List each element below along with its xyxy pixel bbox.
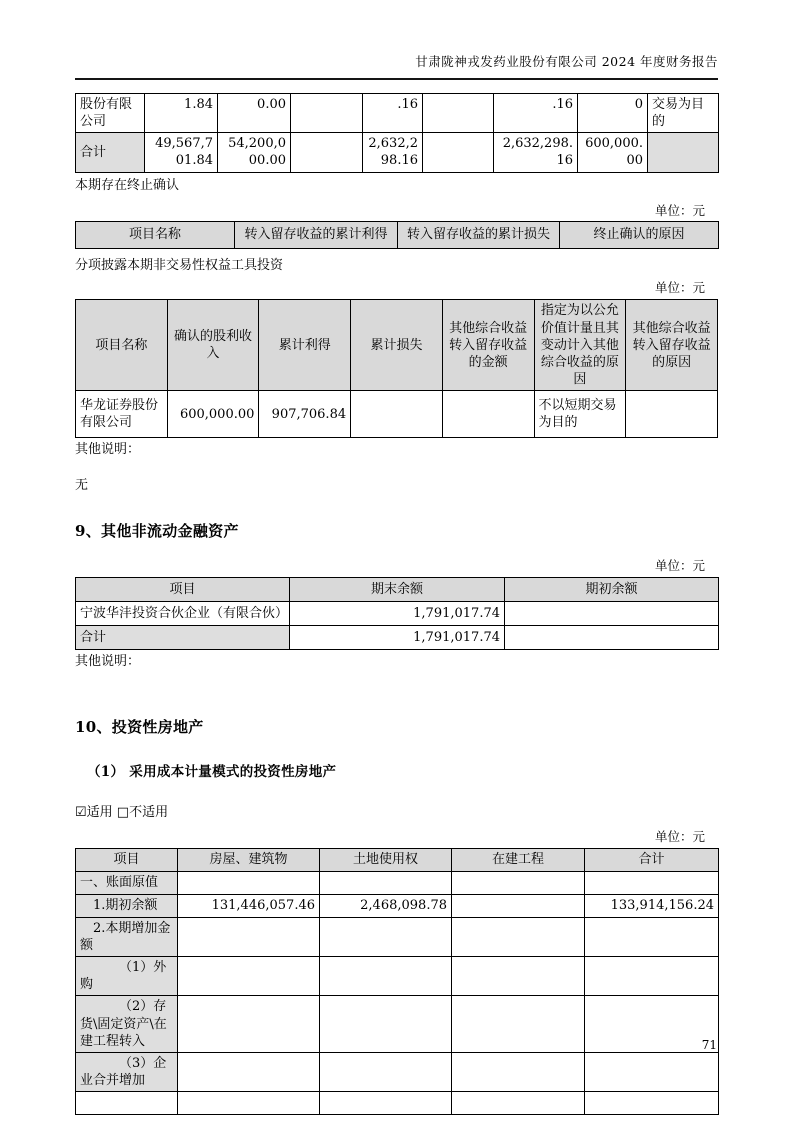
carryover-table <box>75 93 719 173</box>
table-cell <box>585 1092 719 1115</box>
table-cell: 1.84 <box>145 94 218 133</box>
not-applicable-checkbox-unchecked: □不适用 <box>116 804 169 820</box>
row-label: 2.本期增加金额 <box>76 917 178 956</box>
table-cell: 2,632,298.16 <box>494 133 578 172</box>
column-header: 土地使用权 <box>320 848 452 871</box>
column-header: 期末余额 <box>290 577 505 601</box>
table-cell: 131,446,057.46 <box>178 894 320 917</box>
table-cell <box>320 1092 452 1115</box>
table-cell <box>320 917 452 956</box>
section-10-subtitle: （1） 采用成本计量模式的投资性房地产 <box>87 763 337 780</box>
column-header: 转入留存收益的累计损失 <box>398 221 560 248</box>
table-cell <box>291 133 363 172</box>
table-cell: 54,200,000.00 <box>218 133 291 172</box>
table-cell <box>648 133 719 172</box>
table-cell: 合计 <box>76 625 290 649</box>
other-note-value: 无 <box>75 478 89 494</box>
section9-table <box>75 577 719 650</box>
column-header: 房屋、建筑物 <box>178 848 320 871</box>
table-cell: 合计 <box>76 133 145 172</box>
table-row-total <box>76 133 719 172</box>
table-cell <box>505 625 719 649</box>
table-cell <box>505 601 719 625</box>
unit-label: 单位：元 <box>654 828 705 844</box>
column-header: 项目 <box>76 577 290 601</box>
table-cell: 907,706.84 <box>259 391 351 438</box>
table-cell <box>452 1052 585 1091</box>
table-cell: .16 <box>494 94 578 133</box>
table-header-row <box>76 577 719 601</box>
column-header: 终止确认的原因 <box>560 221 719 248</box>
table-cell <box>178 957 320 996</box>
column-header: 项目名称 <box>76 221 235 248</box>
table-cell: 2,632,298.16 <box>363 133 423 172</box>
section-9-title: 9、其他非流动金融资产 <box>75 521 239 540</box>
table-cell <box>320 996 452 1052</box>
table-row <box>76 94 719 133</box>
column-header: 转入留存收益的累计利得 <box>235 221 398 248</box>
table-cell <box>178 1092 320 1115</box>
table-cell <box>452 996 585 1052</box>
table-row <box>76 996 719 1052</box>
table-cell: 股份有限公司 <box>76 94 145 133</box>
unit-label: 单位：元 <box>654 280 705 296</box>
table-row <box>76 871 719 894</box>
unit-label: 单位：元 <box>654 557 705 573</box>
column-header: 确认的股利收入 <box>167 300 259 391</box>
other-note-label: 其他说明： <box>75 653 141 669</box>
table-cell <box>585 1052 719 1091</box>
column-header: 在建工程 <box>452 848 585 871</box>
table-cell <box>452 871 585 894</box>
table-cell <box>452 1092 585 1115</box>
applicability-line <box>75 801 718 820</box>
table-cell <box>585 996 719 1052</box>
table-row <box>76 917 719 956</box>
unit-label: 单位：元 <box>654 202 705 218</box>
table-cell <box>320 957 452 996</box>
derecognition-table <box>75 221 719 249</box>
table-cell <box>442 391 534 438</box>
table-cell: 1,791,017.74 <box>290 625 505 649</box>
page-header-title: 甘肃陇神戎发药业股份有限公司 2024 年度财务报告 <box>75 0 718 80</box>
table-cell <box>452 917 585 956</box>
table-row <box>76 894 719 917</box>
table-cell: 1,791,017.74 <box>290 601 505 625</box>
table-header-row <box>76 221 719 248</box>
table-cell: 600,000.00 <box>167 391 259 438</box>
column-header: 项目 <box>76 848 178 871</box>
table-cell <box>320 1052 452 1091</box>
table-header-row <box>76 300 718 391</box>
table-cell <box>585 871 719 894</box>
applicable-checkbox-checked: ☑适用 <box>75 804 113 820</box>
table-cell: 宁波华沣投资合伙企业（有限合伙） <box>76 601 290 625</box>
table-cell: 600,000.00 <box>578 133 648 172</box>
table-cell <box>178 871 320 894</box>
table-cell <box>320 871 452 894</box>
column-header: 合计 <box>585 848 719 871</box>
table-cell: 49,567,701.84 <box>145 133 218 172</box>
table-cell: 不以短期交易为目的 <box>534 391 626 438</box>
page-number: 71 <box>701 1038 717 1052</box>
row-label: 一、账面原值 <box>76 871 178 894</box>
table-cell: .16 <box>363 94 423 133</box>
table-cell: 华龙证券股份有限公司 <box>76 391 168 438</box>
equity-disclosure-table <box>75 299 718 438</box>
table-cell <box>178 996 320 1052</box>
table-cell <box>452 957 585 996</box>
row-label: 1.期初余额 <box>76 894 178 917</box>
table-row <box>76 957 719 996</box>
table-cell <box>452 894 585 917</box>
table-header-row <box>76 848 719 871</box>
table-cell <box>585 957 719 996</box>
section10-table <box>75 848 719 1115</box>
table-cell: 0.00 <box>218 94 291 133</box>
table-cell: 2,468,098.78 <box>320 894 452 917</box>
table-row <box>76 1052 719 1091</box>
table-cell <box>291 94 363 133</box>
table-cell <box>178 917 320 956</box>
column-header: 期初余额 <box>505 577 719 601</box>
column-header: 累计利得 <box>259 300 351 391</box>
row-label: （3）企业合并增加 <box>76 1052 178 1091</box>
equity-disclosure-intro: 分项披露本期非交易性权益工具投资 <box>75 257 284 273</box>
table-cell <box>626 391 718 438</box>
column-header: 其他综合收益转入留存收益的原因 <box>626 300 718 391</box>
table-row-total <box>76 625 719 649</box>
table-cell: 0 <box>578 94 648 133</box>
row-label: （1）外购 <box>76 957 178 996</box>
section-10-title: 10、投资性房地产 <box>75 717 204 736</box>
table-row <box>76 601 719 625</box>
table-cell: 交易为目的 <box>648 94 719 133</box>
derecognition-note: 本期存在终止确认 <box>75 177 180 193</box>
table-cell: 133,914,156.24 <box>585 894 719 917</box>
column-header: 项目名称 <box>76 300 168 391</box>
table-cell <box>423 94 494 133</box>
other-note-label: 其他说明： <box>75 442 141 458</box>
table-cell <box>351 391 443 438</box>
table-cell <box>178 1052 320 1091</box>
column-header: 指定为以公允价值计量且其变动计入其他综合收益的原因 <box>534 300 626 391</box>
table-row <box>76 391 718 438</box>
table-row <box>76 1092 719 1115</box>
column-header: 累计损失 <box>351 300 443 391</box>
column-header: 其他综合收益转入留存收益的金额 <box>442 300 534 391</box>
table-cell <box>76 1092 178 1115</box>
table-cell <box>585 917 719 956</box>
row-label: （2）存货\固定资产\在建工程转入 <box>76 996 178 1052</box>
table-cell <box>423 133 494 172</box>
